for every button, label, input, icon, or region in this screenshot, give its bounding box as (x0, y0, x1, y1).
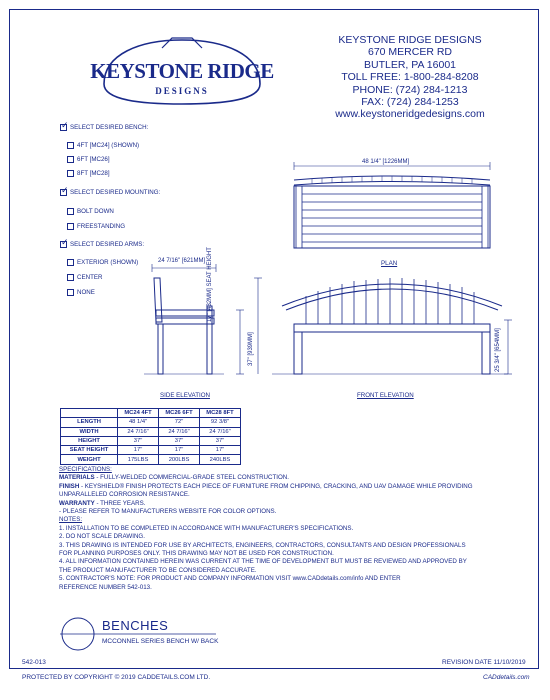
plan-caption: PLAN (381, 260, 398, 267)
note-item: 3. THIS DRAWING IS INTENDED FOR USE BY ARCHITECTS, ENGINEERS, CONTRACTORS, CONSULTANTS AND DESIGN PROFESSIONALS (59, 541, 466, 549)
table-cell: 72" (159, 418, 200, 427)
specifications-block (59, 466, 499, 592)
drawing-title: BENCHES (102, 618, 169, 633)
table-row (61, 418, 241, 427)
checkbox-checked-icon[interactable] (60, 189, 67, 196)
drawing-subtitle: MCCONNEL SERIES BENCH W/ BACK (102, 638, 219, 645)
checkbox-icon[interactable] (67, 208, 74, 215)
table-cell: 24 7/16" (159, 427, 200, 436)
company-name: KEYSTONE RIDGE DESIGNS (338, 34, 482, 46)
table-header-cell (61, 409, 118, 418)
table-cell: 240LBS (200, 455, 241, 464)
table-cell: 24 7/16" (118, 427, 159, 436)
overall-height-dimension: 37" [939MM] (248, 332, 254, 366)
company-city: BUTLER, PA 16001 (363, 58, 457, 71)
table-row (61, 436, 241, 445)
option-bench-4ft[interactable]: 4FT [MC24] (SHOWN) (67, 142, 139, 149)
company-fax: FAX: (724) 284-1253 (361, 96, 459, 109)
table-cell: WIDTH (61, 427, 118, 436)
checkbox-icon[interactable] (67, 142, 74, 149)
table-row (61, 446, 241, 455)
dimensions-table (60, 408, 241, 465)
company-phone: PHONE: (724) 284-1213 (352, 83, 468, 96)
table-cell: 17" (159, 446, 200, 455)
checkbox-icon[interactable] (67, 156, 74, 163)
checkbox-checked-icon[interactable] (60, 241, 67, 248)
keystone-ridge-logo (90, 34, 274, 106)
front-elevation-drawing (272, 262, 512, 382)
table-header-cell: MC24 4FT (118, 409, 159, 418)
table-header-cell: MC26 6FT (159, 409, 200, 418)
mounting-select-heading[interactable]: ✓ SELECT DESIRED MOUNTING: (60, 189, 160, 196)
note-item: FOR PLANNING PURPOSES ONLY. THIS DRAWING MAY NOT BE USED FOR CONSTRUCTION. (59, 550, 334, 558)
note-item: REFERENCE NUMBER 542-013. (59, 583, 152, 591)
table-cell: 175LBS (118, 455, 159, 464)
option-arms-exterior[interactable]: EXTERIOR (SHOWN) (67, 259, 138, 266)
front-elevation-caption: FRONT ELEVATION (357, 392, 414, 399)
arms-select-heading[interactable]: ✓ SELECT DESIRED ARMS: (60, 241, 144, 248)
caddetails-brand[interactable]: CADdetails.com (483, 674, 530, 681)
table-cell: 37" (118, 436, 159, 445)
notes-heading: NOTES: (59, 516, 83, 524)
side-elevation-drawing (140, 262, 265, 382)
arm-height-dimension: 25 3/4" [654MM] (495, 328, 501, 372)
table-cell: SEAT HEIGHT (61, 446, 118, 455)
table-cell: 24 7/16" (200, 427, 241, 436)
checkbox-icon[interactable] (67, 274, 74, 281)
checkbox-icon[interactable] (67, 289, 74, 296)
table-cell: HEIGHT (61, 436, 118, 445)
company-info (300, 34, 520, 121)
bench-select-heading[interactable]: ✓ SELECT DESIRED BENCH: (60, 124, 148, 131)
table-cell: LENGTH (61, 418, 118, 427)
plan-width-dimension: 48 1/4" [1226MM] (362, 159, 410, 165)
checkbox-checked-icon[interactable] (60, 124, 67, 131)
side-elevation-caption: SIDE ELEVATION (160, 392, 210, 399)
logo-subtext: DESIGNS (155, 86, 209, 96)
option-freestanding[interactable]: FREESTANDING (67, 223, 125, 230)
copyright-notice: PROTECTED BY COPYRIGHT © 2019 CADDETAILS.COM LTD. (22, 674, 211, 681)
option-bench-8ft[interactable]: 8FT [MC28] (67, 170, 110, 177)
table-header-cell: MC28 8FT (200, 409, 241, 418)
table-row (61, 427, 241, 436)
table-header-row (61, 409, 241, 418)
spec-finish-cont: UNPARALLELED CORROSION RESISTANCE. (59, 491, 190, 499)
seat-height-dimension: 17" [432MM] SEAT HEIGHT (207, 247, 213, 322)
note-item: 1. INSTALLATION TO BE COMPLETED IN ACCORDANCE WITH MANUFACTURER'S SPECIFICATIONS. (59, 524, 354, 532)
table-cell: WEIGHT (61, 455, 118, 464)
company-address: 670 MERCER RD (367, 46, 453, 59)
table-cell: 17" (118, 446, 159, 455)
table-cell: 48 1/4" (118, 418, 159, 427)
table-cell: 37" (159, 436, 200, 445)
checkbox-icon[interactable] (67, 259, 74, 266)
note-item: THE PRODUCT MANUFACTURER TO BE CONSIDERED ACCURATE. (59, 566, 257, 574)
company-website[interactable]: www.keystoneridgedesigns.com (335, 108, 485, 121)
side-depth-dimension: 24 7/16" [621MM] (158, 258, 206, 264)
option-bench-6ft[interactable]: 6FT [MC26] (67, 156, 110, 163)
spec-finish: FINISH - KEYSHIELD® FINISH PROTECTS EACH PIECE OF FURNITURE FROM CHIPPING, CRACKING, AND UAV DAMAGE WHILE PROVIDING (59, 482, 473, 490)
note-item: 4. ALL INFORMATION CONTAINED HEREIN WAS CURRENT AT THE TIME OF DEVELOPMENT BUT MUST BE REVIEWED AND APPROVED BY (59, 558, 467, 566)
table-row (61, 455, 241, 464)
checkbox-icon[interactable] (67, 223, 74, 230)
option-bolt-down[interactable]: BOLT DOWN (67, 208, 114, 215)
revision-date: REVISION DATE 11/10/2019 (442, 659, 526, 666)
logo-text: KEYSTONE RIDGE (90, 59, 274, 83)
spec-warranty: WARRANTY - THREE YEARS. (59, 499, 146, 507)
drawing-number: 542-013 (22, 659, 46, 666)
table-cell: 200LBS (159, 455, 200, 464)
option-arms-center[interactable]: CENTER (67, 274, 102, 281)
table-cell: 37" (200, 436, 241, 445)
option-arms-none[interactable]: NONE (67, 289, 95, 296)
note-item: 5. CONTRACTOR'S NOTE: FOR PRODUCT AND COMPANY INFORMATION VISIT www.CADdetails.com/info AND ENTER (59, 575, 401, 583)
spec-colors: - PLEASE REFER TO MANUFACTURERS WEBSITE FOR COLOR OPTIONS. (59, 508, 277, 516)
table-cell: 92 3/8" (200, 418, 241, 427)
checkbox-icon[interactable] (67, 170, 74, 177)
company-tollfree: TOLL FREE: 1-800-284-8208 (341, 71, 479, 84)
table-cell: 17" (200, 446, 241, 455)
plan-view-drawing (282, 158, 502, 268)
note-item: 2. DO NOT SCALE DRAWING. (59, 533, 145, 541)
specifications-heading: SPECIFICATIONS: (59, 466, 112, 473)
spec-materials: MATERIALS - FULLY-WELDED COMMERCIAL-GRADE STEEL CONSTRUCTION. (59, 474, 289, 482)
